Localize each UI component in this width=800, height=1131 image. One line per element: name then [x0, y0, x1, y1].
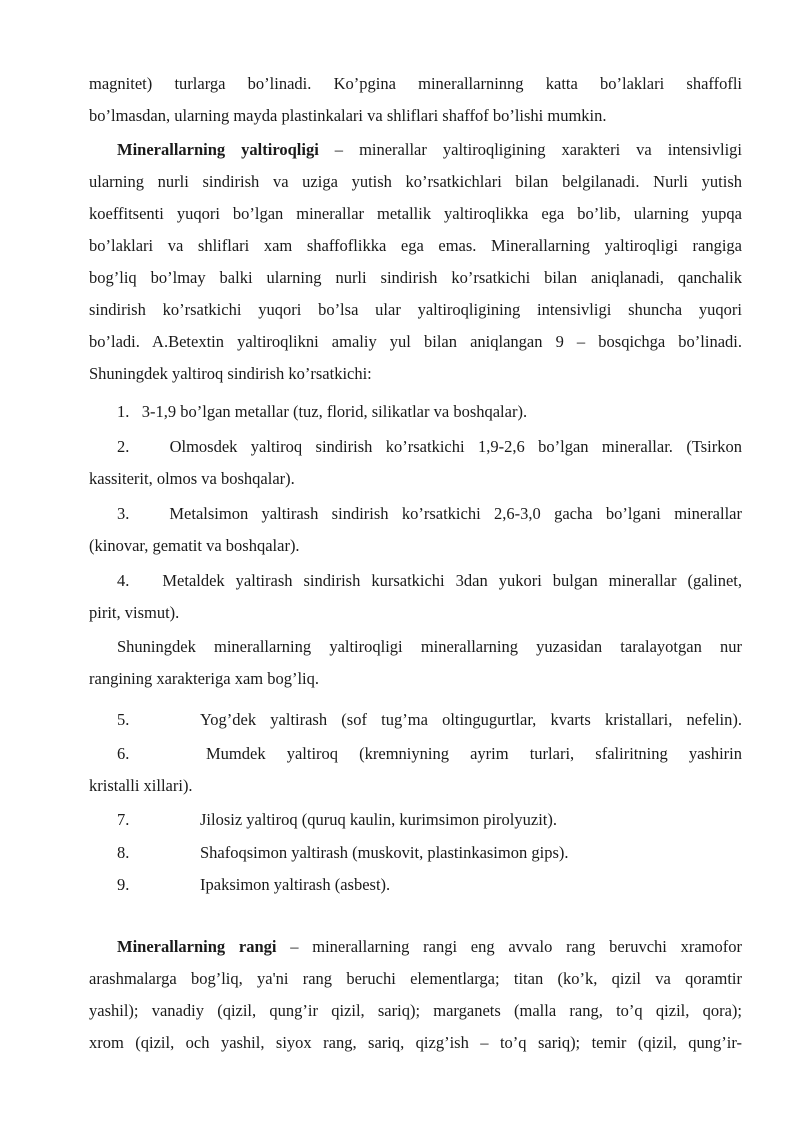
luster-term: Minerallarning yaltiroqligi: [117, 140, 319, 159]
list-item: [89, 843, 742, 865]
list-item: [117, 504, 742, 524]
list-text: Metalsimon yaltirash sindirish ko’rsatkichi 2,6-3,0 gacha bo’lgani minerallar: [169, 504, 742, 523]
list-item: [117, 402, 742, 422]
paragraph-line: bo’ladi. A.Betextin yaltiroqlikni amaliy yul bilan aniqlangan 9 – bosqichga bo’linadi.: [89, 332, 742, 351]
paragraph-line: ularning nurli sindirish va uziga yutish ko’rsatkichlari bilan belgilanadi. Nurli yutish: [89, 172, 742, 191]
list-number: 6.: [117, 744, 130, 763]
list-text: Jilosiz yaltiroq (quruq kaulin, kurimsimon pirolyuzit).: [200, 810, 557, 829]
list-text: Yog’dek yaltirash (sof tug’ma oltingugurtlar, kvarts kristallari, nefelin).: [200, 710, 742, 729]
paragraph-line: arashmalarga bog’liq, ya'ni rang beruchi elementlarga; titan (ko’k, qizil va qoramtir: [89, 969, 742, 988]
list-text: Olmosdek yaltiroq sindirish ko’rsatkichi 1,9-2,6 bo’lgan minerallar. (Tsirkon: [169, 437, 742, 456]
list-text: Ipaksimon yaltirash (asbest).: [200, 875, 391, 894]
paragraph-line: bog’liq bo’lmay balki ularning nurli sindirish ko’rsatkichi bilan aniqlanadi, qanchalik: [89, 268, 742, 287]
list-number: 7.: [117, 810, 130, 829]
list-item-continuation: kristalli xillari).: [89, 776, 193, 795]
list-number: 9.: [117, 875, 130, 894]
list-item-continuation: kassiterit, olmos va boshqalar).: [89, 469, 295, 488]
list-item: [89, 810, 742, 832]
luster-intro: – minerallar yaltiroqligining xarakteri va intensivligi: [318, 140, 743, 159]
paragraph-line: bo’lmasdan, ularning mayda plastinkalari va shliflari shaffof bo’lishi mumkin.: [89, 106, 607, 125]
list-number: 4.: [117, 571, 130, 590]
color-term: Minerallarning rangi: [117, 937, 277, 956]
list-text: Metaldek yaltirash sindirish kursatkichi 3dan yukori bulgan minerallar (galinet,: [162, 571, 742, 590]
list-item-continuation: (kinovar, gematit va boshqalar).: [89, 536, 300, 555]
paragraph-line: bo’laklari va shliflari xam shaffoflikka ega emas. Minerallarning yaltiroqligi rangiga: [89, 236, 742, 255]
list-number: 5.: [117, 710, 130, 729]
paragraph-line: Shuningdek yaltiroq sindirish ko’rsatkichi:: [89, 364, 372, 383]
list-number: 1.: [117, 402, 130, 421]
list-text: Shafoqsimon yaltirash (muskovit, plastinkasimon gips).: [200, 843, 569, 862]
paragraph-line: rangining xarakteriga xam bog’liq.: [89, 669, 320, 688]
list-number: 3.: [117, 504, 130, 523]
list-item: [117, 437, 742, 457]
list-item-continuation: pirit, vismut).: [89, 603, 180, 622]
color-intro: – minerallarning rangi eng avvalo rang beruvchi xramofor: [276, 937, 742, 956]
list-item: [89, 875, 742, 897]
paragraph-line: xrom (qizil, och yashil, siyox rang, sariq, qizg’ish – to’q sariq); temir (qizil, qung’ir-: [89, 1033, 742, 1052]
list-item: [89, 744, 742, 766]
list-text: 3-1,9 bo’lgan metallar (tuz, florid, silikatlar va boshqalar).: [141, 402, 528, 421]
paragraph-line: Shuningdek minerallarning yaltiroqligi minerallarning yuzasidan taralayotgan nur: [117, 637, 742, 656]
paragraph-line: sindirish ko’rsatkichi yuqori bo’lsa ular yaltiroqligining intensivligi shuncha yuqori: [89, 300, 742, 319]
color-paragraph-line: [117, 937, 742, 957]
list-text: Mumdek yaltiroq (kremniyning ayrim turlari, sfaliritning yashirin: [206, 744, 742, 763]
list-number: 2.: [117, 437, 130, 456]
paragraph-line: magnitet) turlarga bo’linadi. Ko’pgina minerallarninng katta bo’laklari shaffofli: [89, 74, 742, 93]
paragraph-line: koeffitsenti yuqori bo’lgan minerallar metallik yaltiroqlikka ega bo’lib, ularning yupqa: [89, 204, 742, 223]
paragraph-line: yashil); vanadiy (qizil, qung’ir qizil, sariq); marganets (malla rang, to’q qizil, qora);: [89, 1001, 742, 1020]
luster-paragraph-line: [117, 140, 742, 160]
list-number: 8.: [117, 843, 130, 862]
list-item: [89, 710, 742, 732]
list-item: [117, 571, 742, 591]
